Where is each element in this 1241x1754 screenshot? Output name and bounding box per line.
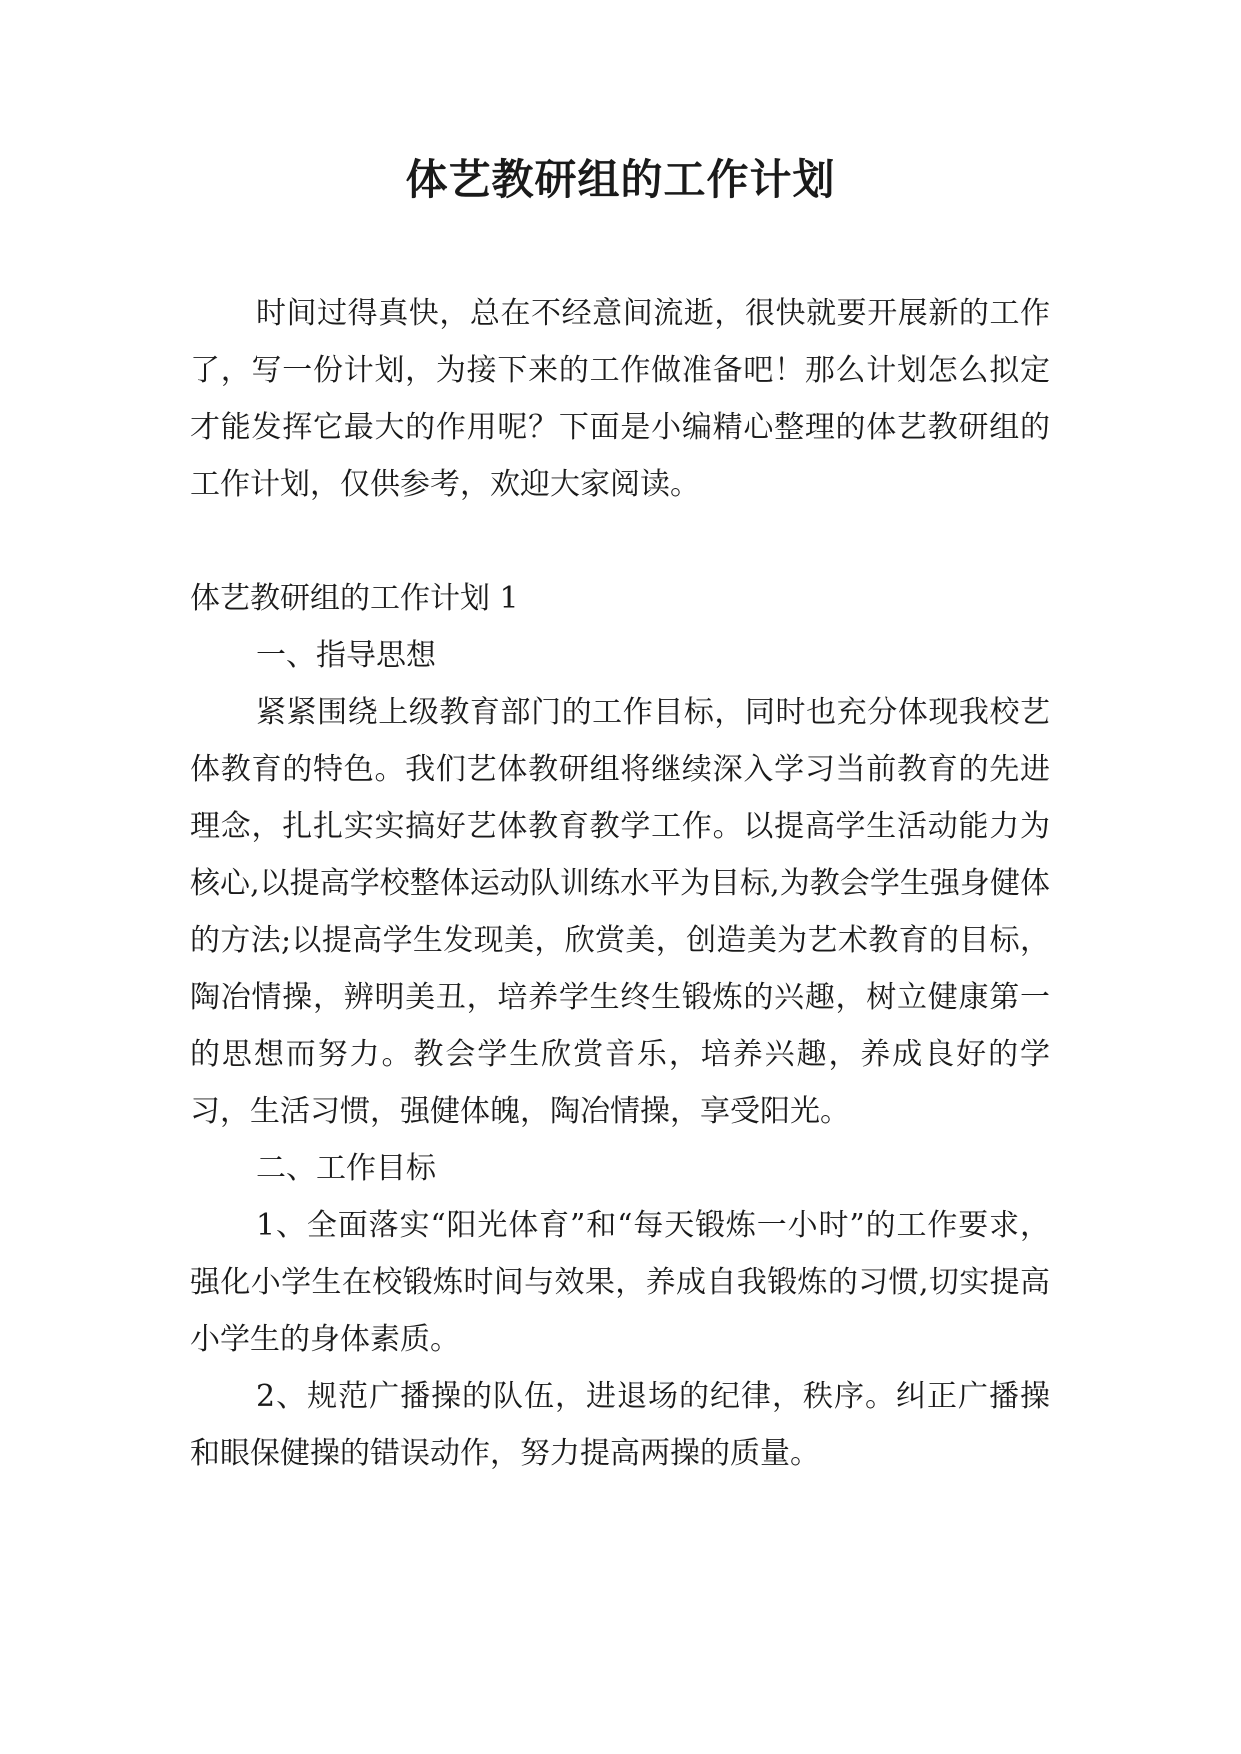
work-goal-item-1: 1、全面落实“阳光体育”和“每天锻炼一小时”的工作要求，强化小学生在校锻炼时间与效果，养成自我锻炼的习惯,切实提高小学生的身体素质。 [190,1208,1050,1357]
paragraph-spacer [190,513,1050,570]
heading-work-goals: 二、工作目标 [256,1151,436,1186]
document-body [190,285,1050,1482]
intro-paragraph: 时间过得真快，总在不经意间流逝，很快就要开展新的工作了，写一份计划，为接下来的工作做准备吧！那么计划怎么拟定才能发挥它最大的作用呢？下面是小编精心整理的体艺教研组的工作计划，仅供参考，欢迎大家阅读。 [190,296,1050,502]
section-title: 体艺教研组的工作计划 1 [190,581,519,616]
heading-guiding-ideology: 一、指导思想 [256,638,436,673]
guiding-ideology-paragraph: 紧紧围绕上级教育部门的工作目标，同时也充分体现我校艺体教育的特色。我们艺体教研组将继续深入学习当前教育的先进理念，扎扎实实搞好艺体教育教学工作。以提高学生活动能力为核心,以提高学校整体运动队训练水平为目标,为教会学生强身健体的方法;以提高学生发现美，欣赏美，创造美为艺术教育的目标，陶冶情操，辨明美丑，培养学生终生锻炼的兴趣，树立健康第一的思想而努力。教会学生欣赏音乐，培养兴趣，养成良好的学习，生活习惯，强健体魄，陶冶情操，享受阳光。 [190,695,1050,1129]
document-title: 体艺教研组的工作计划 [405,155,836,204]
work-goal-item-2: 2、规范广播操的队伍，进退场的纪律，秩序。纠正广播操和眼保健操的错误动作，努力提高两操的质量。 [190,1379,1050,1471]
